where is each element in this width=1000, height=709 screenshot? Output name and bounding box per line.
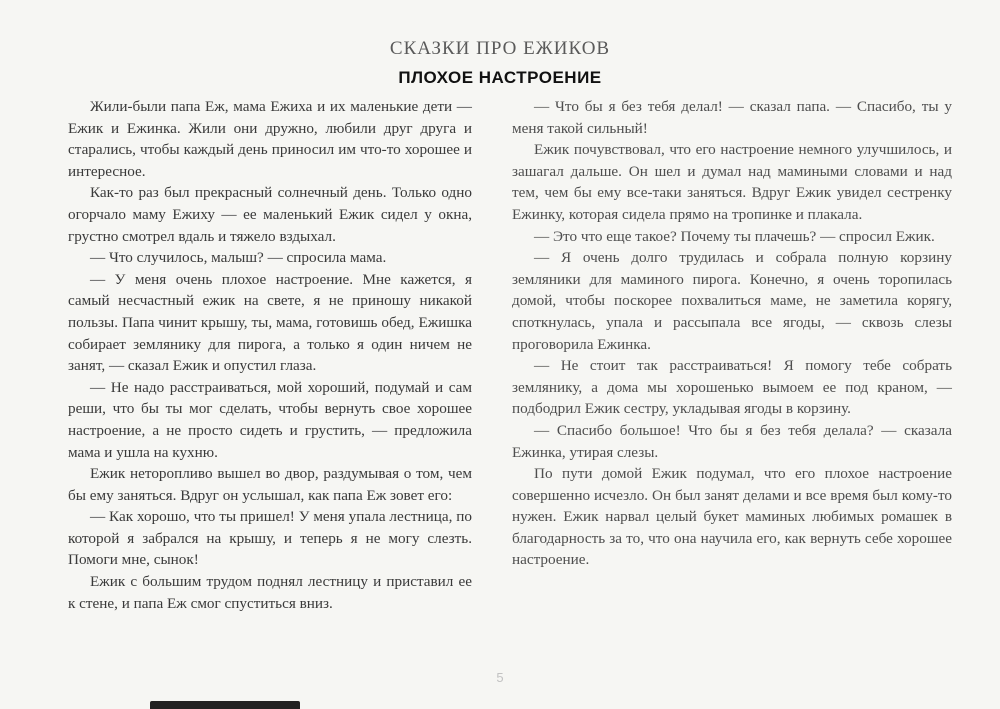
scan-edge-shadow [150, 701, 300, 709]
paragraph: — У меня очень плохое настроение. Мне кажется, я самый несчастный ежик на свете, я не приношу никакой пользы. Папа чинит крышу, ты, мама, готовишь обед, Ежишка собирает землянику для пирога, а только я один ничем не занят, — сказал Ежик и опустил глаза. [68, 270, 472, 375]
paragraph: — Спасибо большое! Что бы я без тебя делала? — сказала Ежинка, утирая слезы. [512, 421, 952, 461]
story-title: ПЛОХОЕ НАСТРОЕНИЕ [398, 68, 602, 87]
paragraph: — Что бы я без тебя делал! — сказал папа. — Спасибо, ты у меня такой сильный! [512, 98, 952, 137]
paragraph: Жили-были папа Еж, мама Ежиха и их маленькие дети — Ежик и Ежинка. Жили они дружно, любили друг друга и старались, чтобы каждый день приносил им что-то хорошее и интересное. [68, 98, 472, 180]
paragraph: Ежик неторопливо вышел во двор, раздумывая о том, чем бы ему заняться. Вдруг он услышал, как папа Еж зовет его: [68, 465, 472, 504]
paragraph: — Не стоит так расстраиваться! Я помогу тебе собрать землянику, а дома мы хорошенько вымоем ее под краном, — подбодрил Ежик сестру, укладывая ягоды в корзину. [512, 357, 952, 418]
paragraph: — Как хорошо, что ты пришел! У меня упала лестница, по которой я забрался на крышу, и теперь я не могу слезть. Помоги мне, сынок! [68, 508, 472, 569]
paragraph: По пути домой Ежик подумал, что его плохое настроение совершенно исчезло. Он был занят делами и все время был кому-то нужен. Ежик нарвал целый букет маминых любимых ромашек в благодарность за то, что она научила его, как вернуть себе хорошее настроение. [512, 465, 952, 569]
right-column [512, 96, 952, 571]
paragraph: — Я очень долго трудилась и собрала полную корзину земляники для маминого пирога. Конечно, я очень торопилась домой, чтобы поскорее похвалиться маме, не заметила корягу, споткнулась, упала и рассыпала все ягоды, — сквозь слезы проговорила Ежинка. [512, 249, 952, 353]
page-number: 5 [496, 670, 504, 685]
paragraph: — Это что еще такое? Почему ты плачешь? — спросил Ежик. [534, 227, 935, 245]
paragraph: Ежик с большим трудом поднял лестницу и приставил ее к стене, и папа Еж смог спуститься вниз. [68, 573, 472, 612]
paragraph: Как-то раз был прекрасный солнечный день. Только одно огорчало маму Ежиху — ее маленький Ежик сидел у окна, грустно смотрел вдаль и тяжело вздыхал. [68, 184, 472, 245]
left-column [68, 96, 472, 614]
paragraph: Ежик почувствовал, что его настроение немного улучшилось, и зашагал дальше. Он шел и думал над мамиными словами и над тем, чем бы ему все-таки заняться. Вдруг Ежик увидел сестренку Ежинку, которая сидела прямо на тропинке и плакала. [512, 141, 952, 223]
series-title: СКАЗКИ ПРО ЕЖИКОВ [389, 38, 611, 59]
paragraph: — Что случилось, малыш? — спросила мама. [90, 249, 387, 267]
paragraph: — Не надо расстраиваться, мой хороший, подумай и сам реши, что бы ты мог сделать, чтобы вернуть свое хорошее настроение, а не просто сидеть и грустить, — предложила мама и ушла на кухню. [68, 378, 472, 461]
